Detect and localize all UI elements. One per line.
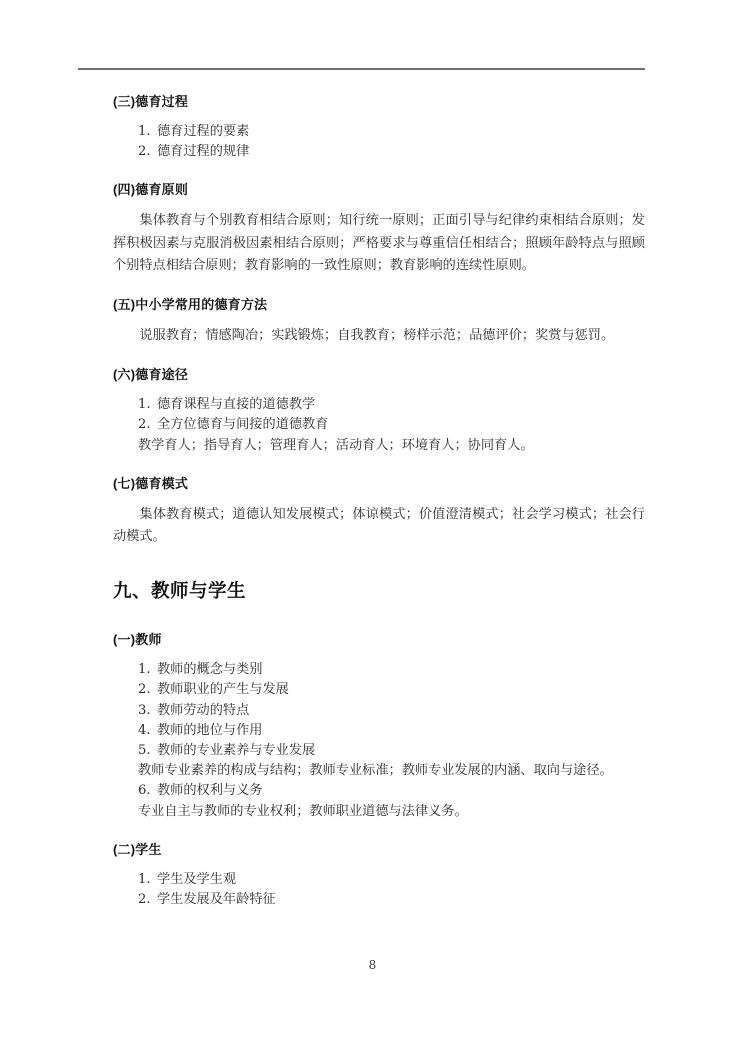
list-item — [113, 395, 645, 415]
list-item — [113, 781, 645, 801]
continuation-line: 教师专业素养的构成与结构；教师专业标准；教师专业发展的内涵、取向与途径。 — [138, 763, 613, 779]
section-heading: (七)德育模式 — [113, 475, 189, 491]
list-item — [113, 741, 645, 761]
major-section-heading: 九、教师与学生 — [113, 580, 247, 602]
list-item-text: 教师的专业素养与专业发展 — [157, 743, 316, 759]
section-heading: (三)德育过程 — [113, 94, 189, 109]
section-heading: (五)中小学常用的德育方法 — [113, 297, 268, 313]
spacer — [113, 200, 645, 210]
spacer — [113, 315, 645, 325]
list-item-text: 教师劳动的特点 — [157, 702, 250, 718]
major-section-jiaoshi-yu-xuesheng — [113, 578, 645, 910]
spacer — [113, 112, 645, 122]
header-rule — [78, 68, 645, 70]
subsection-xuesheng — [113, 840, 645, 910]
list-item — [113, 721, 645, 741]
list-item-text: 德育课程与直接的道德教学 — [157, 397, 316, 413]
list-item — [113, 660, 645, 680]
numbered-list — [113, 122, 645, 162]
section-deyu-fangfa — [113, 295, 645, 347]
section-heading: (六)德育途径 — [113, 367, 189, 383]
subsection-heading: (一)教师 — [113, 632, 162, 648]
numbered-list — [113, 660, 645, 761]
list-item-text: 教师的概念与类别 — [157, 662, 263, 678]
list-item-text: 德育过程的规律 — [157, 144, 250, 160]
spacer — [113, 456, 645, 474]
section-deyu-guocheng — [113, 92, 645, 162]
list-item-number: 2. — [138, 417, 151, 433]
spacer — [113, 822, 645, 840]
document-content — [113, 92, 645, 910]
list-item-number: 1. — [138, 871, 151, 887]
list-item-text: 学生及学生观 — [157, 871, 237, 887]
section-deyu-yuanze — [113, 180, 645, 277]
list-item-text: 德育过程的要素 — [157, 124, 250, 139]
list-item-number: 2. — [138, 682, 151, 698]
spacer — [113, 650, 645, 660]
section-heading: (四)德育原则 — [113, 182, 189, 198]
numbered-list — [113, 870, 645, 910]
list-item-number: 3. — [138, 702, 151, 718]
list-item-number: 1. — [138, 124, 151, 139]
numbered-list — [113, 395, 645, 435]
list-item — [113, 870, 645, 890]
spacer — [113, 347, 645, 365]
list-item-text: 学生发展及年龄特征 — [157, 892, 276, 908]
spacer — [113, 277, 645, 295]
spacer — [113, 162, 645, 180]
continuation-line: 专业自主与教师的专业权利；教师职业道德与法律义务。 — [138, 803, 468, 819]
list-item-text: 全方位德育与间接的道德教育 — [157, 417, 329, 433]
list-item — [113, 142, 645, 162]
section-paragraph: 说服教育；情感陶冶；实践锻炼；自我教育；榜样示范；品德评价；奖赏与惩罚。 — [139, 328, 615, 344]
list-item — [113, 415, 645, 435]
section-paragraph: 集体教育与个别教育相结合原则；知行统一原则；正面引导与纪律约束相结合原则；发挥积极因素与克服消极因素相结合原则；严格要求与尊重信任相结合；照顾年龄特点与照顾个别特点相结合原则；教育影响的一致性原则；教育影响的连续性原则。 — [113, 213, 645, 273]
page-number: 8 — [368, 958, 377, 972]
continuation-line: 教学育人；指导育人；管理育人；活动育人；环境育人；协同育人。 — [138, 437, 534, 453]
spacer — [113, 494, 645, 504]
list-item-number: 2. — [138, 892, 151, 908]
list-item-text: 教师的权利与义务 — [157, 783, 263, 799]
subsection-jiaoshi — [113, 630, 645, 822]
list-item — [113, 701, 645, 721]
spacer — [113, 604, 645, 630]
list-item-number: 2. — [138, 144, 151, 160]
list-item-number: 6. — [138, 783, 151, 799]
list-item-number: 1. — [138, 662, 151, 678]
list-item-text: 教师职业的产生与发展 — [157, 682, 289, 698]
section-deyu-moshi — [113, 474, 645, 548]
numbered-list — [113, 781, 645, 801]
section-paragraph: 集体教育模式；道德认知发展模式；体谅模式；价值澄清模式；社会学习模式；社会行动模式。 — [113, 506, 645, 545]
spacer — [113, 385, 645, 395]
list-item-number: 5. — [138, 743, 151, 759]
list-item — [113, 122, 645, 142]
list-item-text: 教师的地位与作用 — [157, 722, 263, 738]
list-item-number: 4. — [138, 722, 151, 738]
list-item — [113, 680, 645, 700]
spacer — [113, 548, 645, 578]
list-item-number: 1. — [138, 397, 151, 413]
list-item — [113, 890, 645, 910]
spacer — [113, 860, 645, 870]
subsection-heading: (二)学生 — [113, 841, 162, 857]
section-deyu-tujing — [113, 365, 645, 456]
